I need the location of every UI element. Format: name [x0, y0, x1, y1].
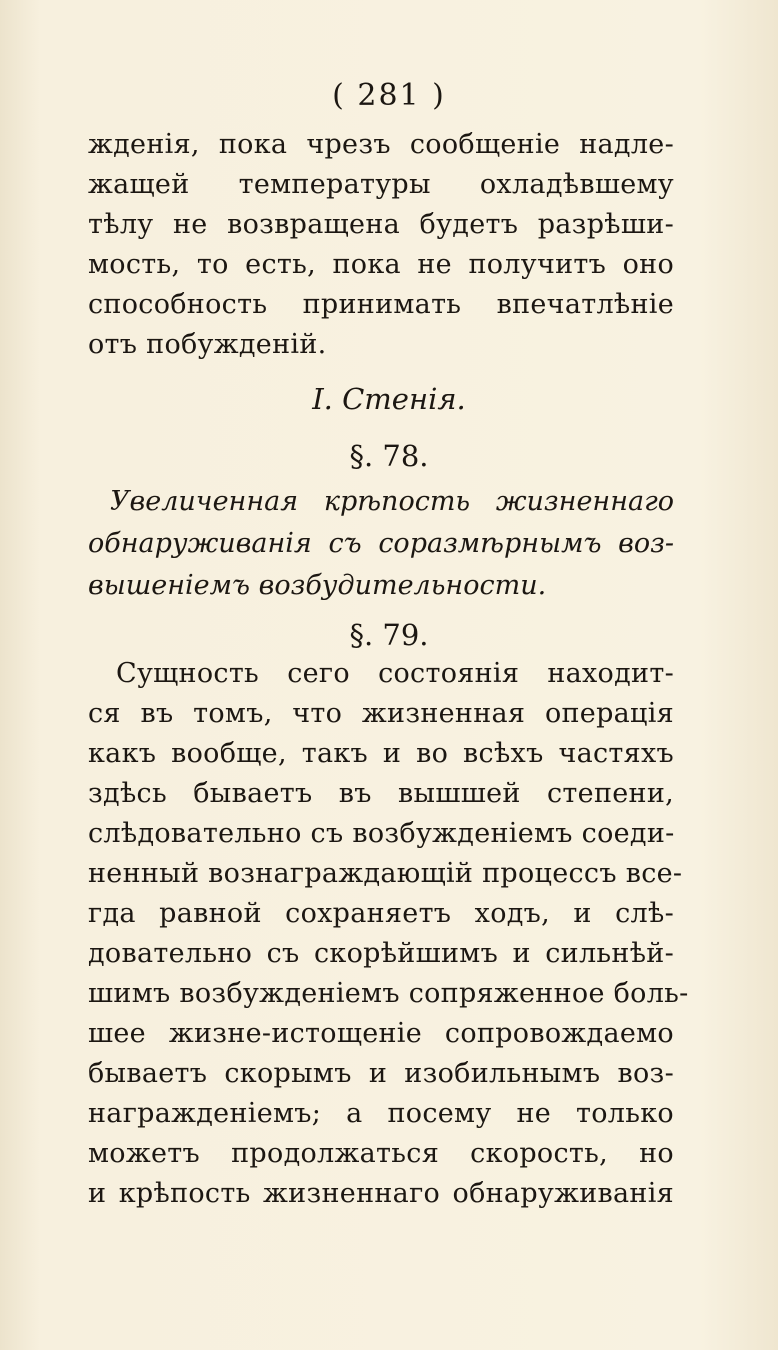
text-line: жащей температуры охладѣвшему: [88, 169, 674, 200]
section-number-78: §. 78.: [349, 439, 429, 473]
text-line: шимъ возбужденіемъ сопряженное боль-: [88, 978, 689, 1009]
definition-line: Увеличенная крѣпость жизненнаго: [110, 486, 674, 517]
text-line: слѣдовательно съ возбужденіемъ соеди-: [88, 818, 675, 849]
definition-line: обнаруживанія съ соразмѣрнымъ воз-: [88, 528, 674, 559]
page-number: ( 281 ): [332, 78, 446, 113]
text-line: Сущность сего состоянія находит-: [116, 658, 674, 689]
text-line: довательно съ скорѣйшимъ и сильнѣй-: [88, 938, 674, 969]
text-line: здѣсь бываетъ въ вышшей степени,: [88, 778, 674, 809]
text-line: шее жизне-истощеніе сопровождаемо: [88, 1018, 674, 1049]
text-line: ненный вознаграждающій процессъ все-: [88, 858, 683, 889]
definition-line: вышеніемъ возбудительности.: [88, 570, 547, 601]
text-line: способность принимать впечатлѣніе: [88, 289, 674, 320]
text-line: гда равной сохраняетъ ходъ, и слѣ-: [88, 898, 674, 929]
section-title: I. Стенія.: [312, 382, 466, 416]
text-line: жденія, пока чрезъ сообщеніе надле-: [88, 129, 674, 160]
text-line: какъ вообще, такъ и во всѣхъ частяхъ: [88, 738, 674, 769]
section-number-79: §. 79.: [349, 618, 429, 652]
text-line: бываетъ скорымъ и изобильнымъ воз-: [88, 1058, 674, 1089]
text-line: отъ побужденій.: [88, 329, 327, 360]
text-line: тѣлу не возвращена будетъ разрѣши-: [88, 209, 674, 240]
text-line: и крѣпость жизненнаго обнаруживанія: [88, 1178, 674, 1209]
text-line: можетъ продолжаться скорость, но: [88, 1138, 674, 1169]
text-line: мость, то есть, пока не получитъ оно: [88, 249, 674, 280]
text-line: ся въ томъ, что жизненная операція: [88, 698, 674, 729]
text-line: награжденіемъ; а посему не только: [88, 1098, 674, 1129]
